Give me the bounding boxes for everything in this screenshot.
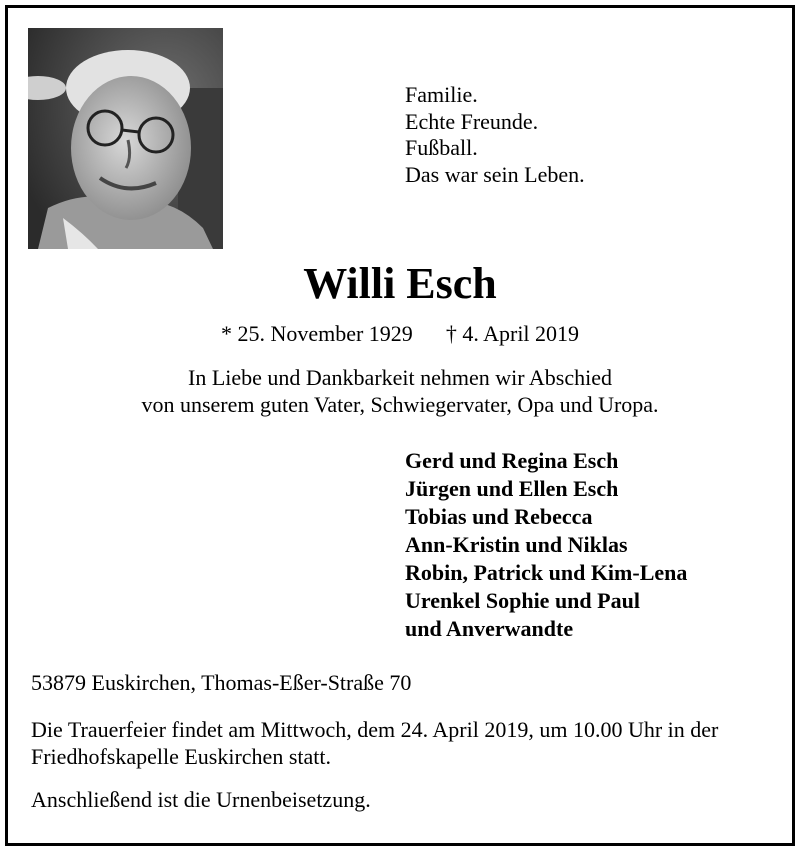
farewell-line: In Liebe und Dankbarkeit nehmen wir Abschied — [188, 365, 612, 390]
life-dates — [0, 320, 800, 348]
mourner-entry: Gerd und Regina Esch — [405, 448, 619, 473]
service-line: Friedhofskapelle Euskirchen statt. — [31, 744, 331, 769]
portrait-photo — [28, 28, 223, 249]
mourner-entry: Urenkel Sophie und Paul — [405, 588, 640, 613]
deceased-name: Willi Esch — [303, 259, 497, 308]
birth-date: * 25. November 1929 — [220, 321, 413, 346]
death-date: † 4. April 2019 — [445, 321, 580, 346]
mourner-entry: Jürgen und Ellen Esch — [405, 476, 619, 501]
portrait-image — [28, 28, 223, 249]
motto — [405, 82, 585, 188]
address: 53879 Euskirchen, Thomas-Eßer-Straße 70 — [31, 670, 412, 695]
motto-line: Echte Freunde. — [405, 108, 539, 134]
mourner-entry: Tobias und Rebecca — [405, 504, 593, 529]
motto-line: Familie. — [405, 82, 478, 107]
farewell-text — [0, 364, 800, 418]
mourner-entry: Robin, Patrick und Kim-Lena — [405, 560, 688, 585]
motto-line: Das war sein Leben. — [405, 161, 585, 187]
farewell-line: von unserem guten Vater, Schwiegervater, Opa und Uropa. — [141, 392, 659, 417]
mourners-list — [405, 447, 687, 643]
mourner-entry: Ann-Kristin und Niklas — [405, 532, 628, 557]
urn-burial-info: Anschließend ist die Urnenbeisetzung. — [31, 787, 371, 812]
funeral-service-info — [31, 716, 776, 770]
mourner-entry: und Anverwandte — [405, 616, 574, 641]
service-line: Die Trauerfeier findet am Mittwoch, dem 24. April 2019, um 10.00 Uhr in der — [31, 717, 719, 742]
motto-line: Fußball. — [405, 135, 478, 160]
